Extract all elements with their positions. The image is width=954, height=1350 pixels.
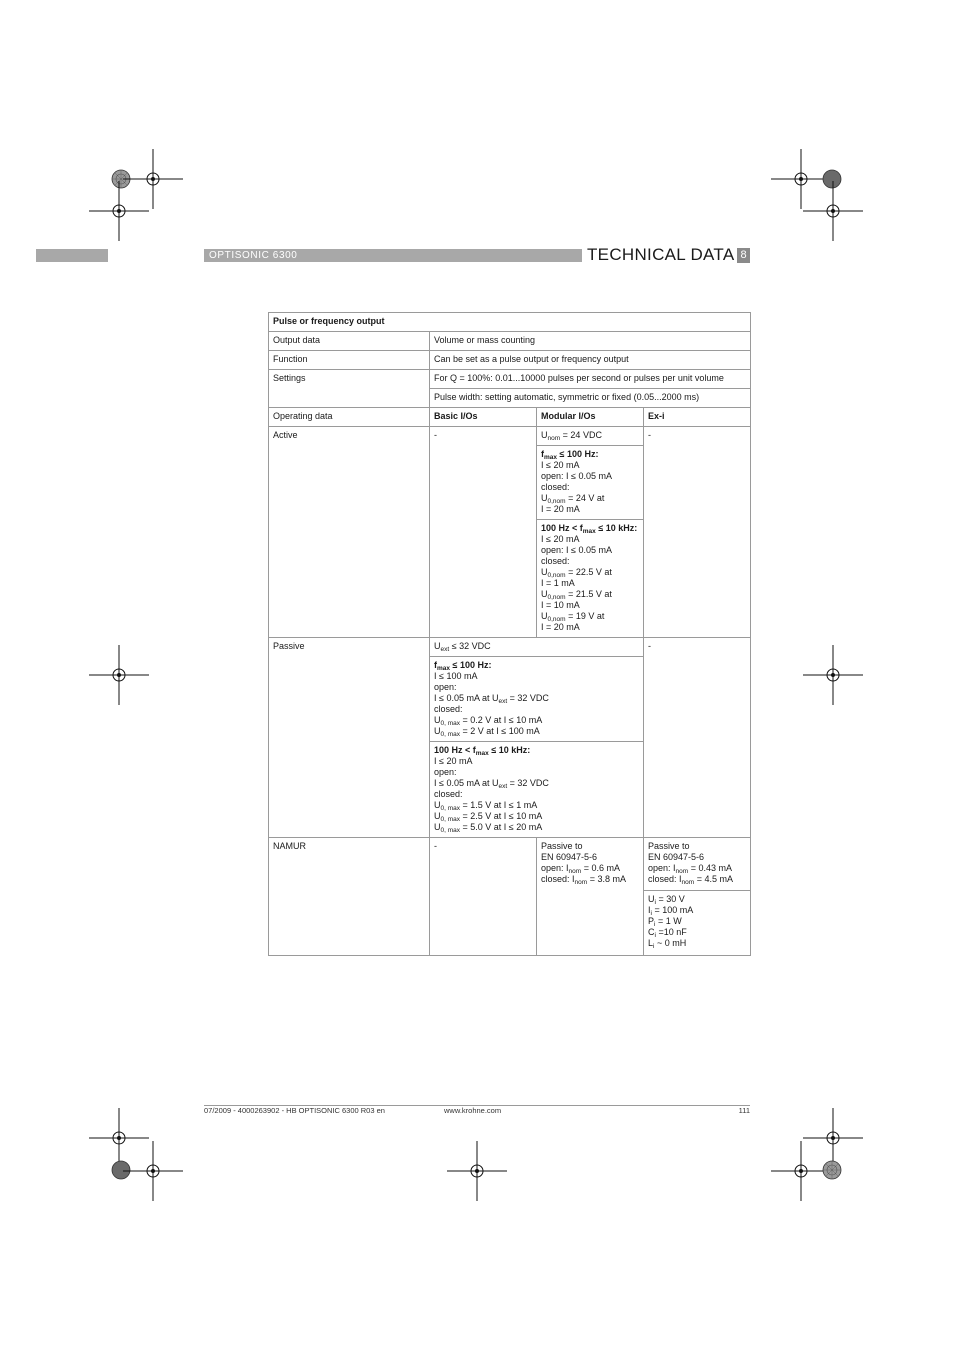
row-label: Function — [269, 351, 430, 370]
header-bar-left — [36, 249, 108, 262]
cell-value: - — [430, 427, 537, 638]
row-label: Output data — [269, 332, 430, 351]
cell-value: - — [644, 638, 751, 838]
column-header-modular: Modular I/Os — [537, 408, 644, 427]
row-label: Settings — [269, 370, 430, 408]
table-title: Pulse or frequency output — [269, 313, 751, 332]
table-row — [269, 351, 751, 370]
cell-value: - — [644, 427, 751, 638]
table-row — [269, 838, 751, 891]
product-name: OPTISONIC 6300 — [209, 250, 298, 261]
table-row — [269, 370, 751, 389]
table-row — [269, 408, 751, 427]
row-value: For Q = 100%: 0.01...10000 pulses per second or pulses per unit volume — [430, 370, 751, 389]
table-row — [269, 427, 751, 446]
row-value: Volume or mass counting — [430, 332, 751, 351]
chapter-number: 8 — [737, 248, 750, 263]
cell-value: Passive to EN 60947-5-6 open: $I_{nom} = 0.43$ mA closed: $I_{nom} = 4.5$ mA — [644, 838, 751, 891]
cell-value: $U_{nom} = 24$ VDC — [537, 427, 644, 446]
cell-value: $U_{ext} \le 32$ VDC — [430, 638, 644, 657]
cell-value: - — [430, 838, 537, 956]
footer-website: www.krohne.com — [444, 1106, 502, 1115]
table-row — [269, 332, 751, 351]
column-header-exi: Ex-i — [644, 408, 751, 427]
row-label: Active — [269, 427, 430, 638]
cell-value: Passive to EN 60947-5-6 open: $I_{nom} = 0.6$ mA closed: $I_{nom} = 3.8$ mA — [537, 838, 644, 956]
footer-document-id: 07/2009 - 4000263902 - HB OPTISONIC 6300 R03 en — [204, 1106, 385, 1115]
row-label: Operating data — [269, 408, 430, 427]
row-value: Can be set as a pulse output or frequency output — [430, 351, 751, 370]
row-value: Pulse width: setting automatic, symmetric or fixed (0.05...2000 ms) — [430, 389, 751, 408]
row-label: Passive — [269, 638, 430, 838]
cell-value: $U_i = 30$ V $I_i = 100$ mA $P_i = 1$ W $C_i =10$ nF $L_i$ ~ 0 mH — [644, 891, 751, 956]
table-row — [269, 313, 751, 332]
cell-value: 100 $Hz < f_{max} \le 10$ kHz: I ≤ 20 mA open: I ≤ 0.05 mA at $U_{ext} = 32$ VDC closed: $U_{0, max} = 1.5$ V at I ≤ 1 mA $U_{0, max} = 2.5$ V at I ≤ 10 mA $U_{0, max} = 5.0$ V at I ≤ 20 mA — [430, 742, 644, 838]
page-number: 111 — [738, 1106, 750, 1115]
cell-value: 100 $Hz < f_{max} \le 10$ kHz: I ≤ 20 mA open: I ≤ 0.05 mA closed: $U_{0,nom} = 22.5$ V at I = 1 mA $U_{0,nom} = 21.5$ V at I = 10 mA $U_{0,nom} = 19$ V at I = 20 mA — [537, 520, 644, 638]
spec-table — [268, 312, 751, 956]
table-row — [269, 638, 751, 657]
cell-value: $f_{max} \le 100$ Hz: I ≤ 100 mA open: I ≤ 0.05 mA at $U_{ext} = 32$ VDC closed: $U_{0, max} = 0.2$ V at I ≤ 10 mA $U_{0, max} = 2$ V at I ≤ 100 mA — [430, 657, 644, 742]
row-label: NAMUR — [269, 838, 430, 956]
cell-value: $f_{max} \le 100$ Hz: I ≤ 20 mA open: I ≤ 0.05 mA closed: $U_{0,nom} = 24$ V at I = 20 mA — [537, 446, 644, 520]
column-header-basic: Basic I/Os — [430, 408, 537, 427]
section-title: TECHNICAL DATA — [587, 245, 735, 264]
